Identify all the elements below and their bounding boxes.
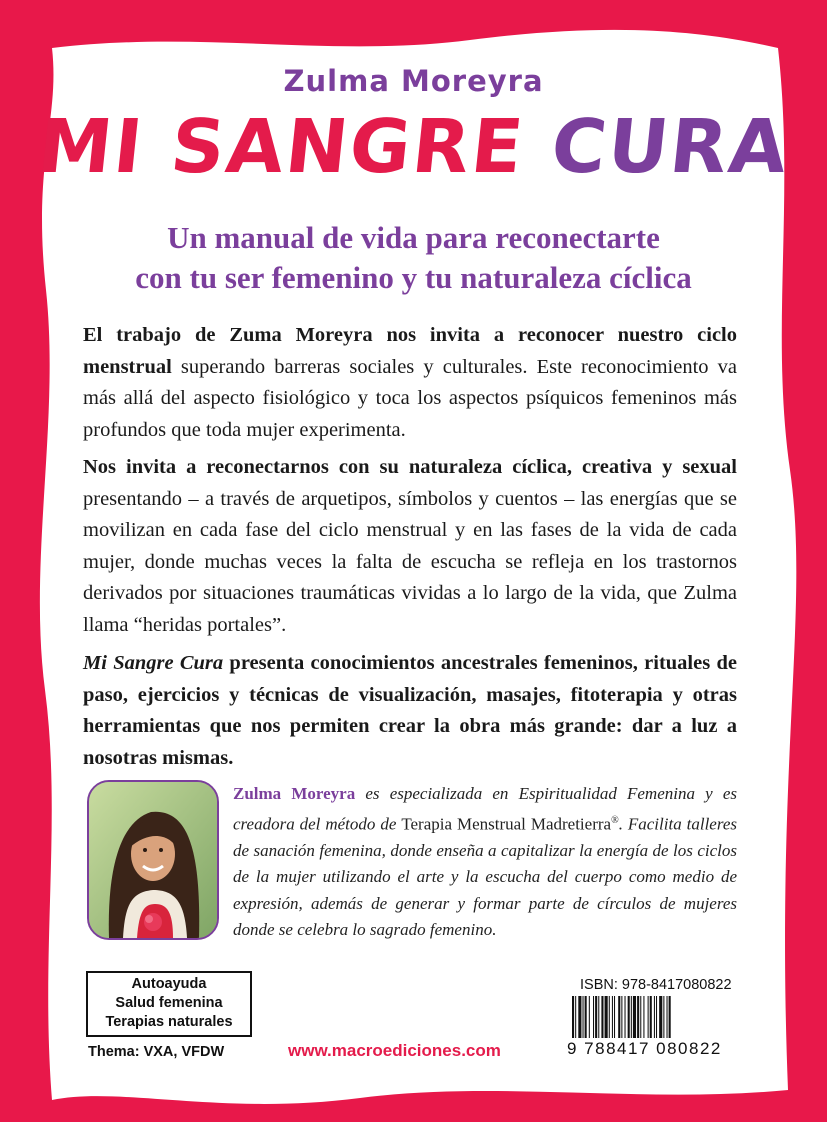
category-box (86, 971, 252, 1037)
book-title (0, 104, 827, 190)
barcode-bar (598, 996, 599, 1038)
paragraph-2-body: presentando – a través de arquetipos, símbolos y cuentos – las energías que se movilizan en cada fase del ciclo menstrual y en las fases de la vida de cada mujer, donde muchas veces la falta de escucha se refleja en los trastornos derivados por situaciones traumáticas vividas a lo largo de la vida, que Zulma llama “heridas portales”. (83, 487, 737, 636)
barcode-bar (578, 996, 581, 1038)
barcode-bar (595, 996, 597, 1038)
barcode-bar (612, 996, 613, 1038)
barcode-bar (631, 996, 632, 1038)
author-name: Zulma Moreyra (283, 64, 544, 98)
barcode-bar (648, 996, 649, 1038)
barcode-bar (572, 996, 574, 1038)
category-item: Salud femenina (115, 995, 223, 1011)
bio-method: Terapia Menstrual Madretierra (401, 814, 612, 834)
barcode-digits: 9 788417 080822 (567, 1039, 722, 1058)
title-red-part: MI SANGRE (33, 104, 557, 190)
author-photo (87, 780, 219, 940)
paragraph-3-body: presenta conocimientos ancestrales femeninos, rituales de paso, ejercicios y técnicas de visualización, masajes, fitoterapia y otras herramientas que nos permiten crear la obra más grande: dar a luz a nosotras mismas. (83, 652, 737, 769)
paragraph-2-lead: Nos invita a reconectarnos con su naturaleza cíclica, creativa y sexual (83, 456, 737, 478)
paragraph-3 (83, 648, 737, 774)
barcode-bar (637, 996, 639, 1038)
category-item: Autoayuda (131, 976, 207, 992)
barcode-bar (625, 996, 626, 1038)
subtitle-line-2: con tu ser femenino y tu naturaleza cíclica (135, 260, 692, 295)
isbn-label: ISBN: 978-8417080822 (580, 977, 732, 993)
paragraph-1-body: superando barreras sociales y culturales. Este reconocimiento va más allá del aspecto fisiológico y toca los aspectos psíquicos femeninos más profundos que toda mujer experimenta. (83, 355, 737, 441)
barcode-bar (667, 996, 668, 1038)
bio-text-1: es especializada en Espiritualidad Femenina y es creadora del método de (233, 784, 737, 834)
barcode-bar (669, 996, 671, 1038)
barcode-bar (601, 996, 603, 1038)
barcode-bar (656, 996, 657, 1038)
barcode-bar (633, 996, 636, 1038)
subtitle-line-1: Un manual de vida para reconectarte (167, 220, 660, 255)
category-item: Terapias naturales (105, 1014, 233, 1030)
paragraph-1 (83, 320, 737, 446)
paragraph-1-lead: El trabajo de Zuma Moreyra nos invita a reconocer nuestro ciclo menstrual (83, 324, 737, 378)
paragraph-2 (83, 452, 737, 641)
barcode-bar (583, 996, 584, 1038)
barcode-bar (663, 996, 664, 1038)
bio-author-name: Zulma Moreyra (233, 784, 356, 803)
author-bio (233, 781, 737, 944)
barcode-bar (605, 996, 608, 1038)
barcode-bar (614, 996, 615, 1038)
barcode-bar (650, 996, 652, 1038)
barcode-bar (654, 996, 655, 1038)
barcode-bar (640, 996, 641, 1038)
barcode-bar (628, 996, 630, 1038)
barcode-bar (593, 996, 594, 1038)
author-photo-illustration (89, 782, 217, 938)
title-purple-part: CURA (547, 104, 794, 190)
barcode-bar (621, 996, 622, 1038)
barcode-bar (659, 996, 662, 1038)
paragraph-3-book-title: Mi Sangre Cura (83, 652, 224, 674)
barcode-bar (618, 996, 620, 1038)
barcode-bar (575, 996, 576, 1038)
barcode-bar (609, 996, 610, 1038)
publisher-website-link[interactable]: www.macroediciones.com (288, 1041, 501, 1060)
thema-codes: Thema: VXA, VFDW (88, 1044, 225, 1060)
bio-text-2: . Facilita talleres de sanación femenina, donde enseña a capitalizar la energía de los ciclos de la mujer utilizando el arte y la escucha del cuerpo como medio de expresión, además de generar y formar parte de círculos de mujeres donde se celebra lo sagrado femenino. (233, 814, 737, 940)
barcode-bar (589, 996, 590, 1038)
registered-mark: ® (611, 814, 619, 826)
subtitle (0, 218, 827, 298)
barcode-bar (643, 996, 644, 1038)
barcode (572, 996, 752, 1038)
barcode-bar (585, 996, 587, 1038)
